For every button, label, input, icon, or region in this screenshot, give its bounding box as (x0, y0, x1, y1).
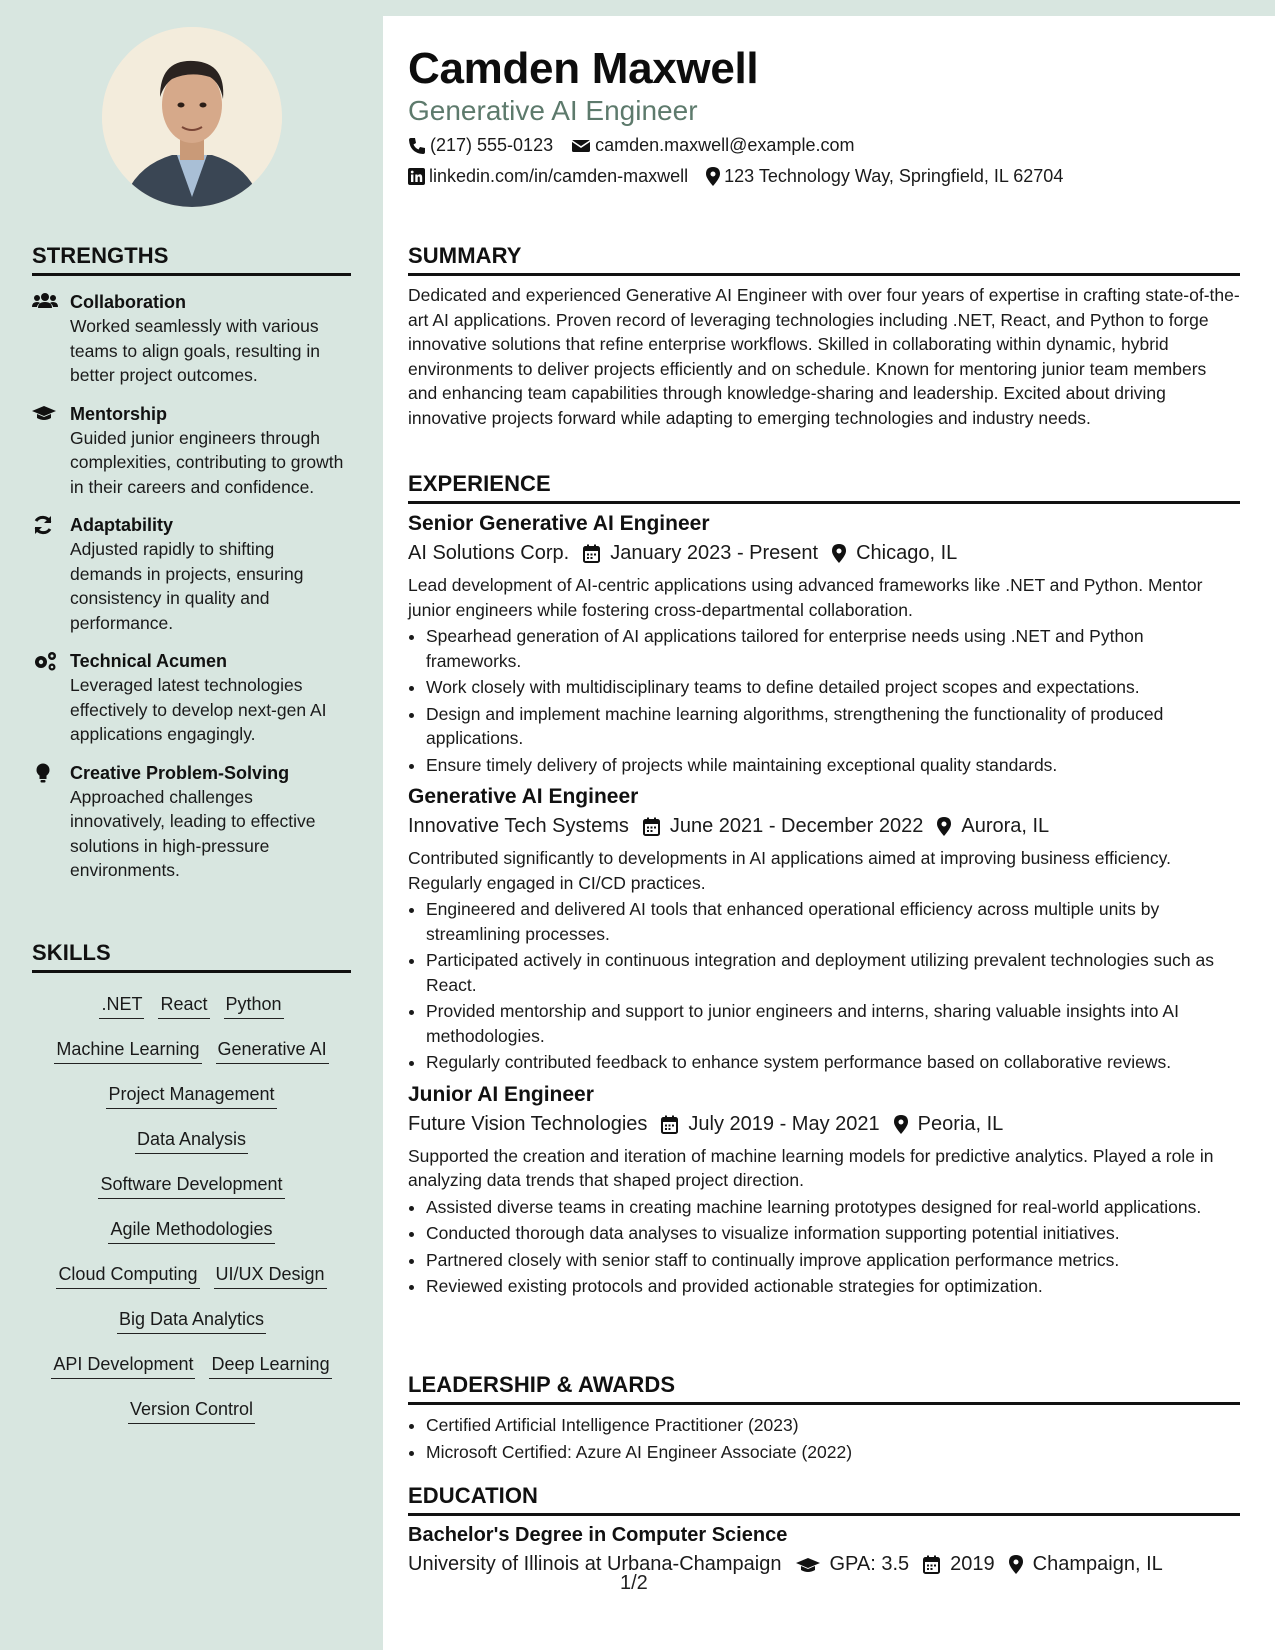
strength-title: Creative Problem-Solving (70, 762, 290, 783)
job-description: Supported the creation and iteration of machine learning models for predictive analytics. Played a role in analyzing data trends that shaped project direction. (408, 1145, 1214, 1190)
job-entry (408, 512, 1240, 777)
strength-title: Mentorship (70, 403, 167, 424)
envelope-icon (571, 138, 591, 154)
graduation-cap-icon (796, 1555, 820, 1575)
skill-chip: Software Development (98, 1173, 284, 1199)
skills-list (32, 983, 351, 1433)
job-title: Senior Generative AI Engineer (408, 512, 710, 535)
job-entry (408, 1083, 1240, 1299)
job-bullet: • Ensure timely delivery of projects while maintaining exceptional quality standards. (426, 753, 1240, 778)
job-bullet: • Engineered and delivered AI tools that enhanced operational efficiency across multiple units by streamlining processes. (426, 897, 1240, 946)
linkedin-icon (408, 168, 425, 185)
skill-chip: Cloud Computing (56, 1263, 199, 1289)
job-bullets (408, 624, 1240, 777)
skill-chip: UI/UX Design (214, 1263, 327, 1289)
job-description: Lead development of AI-centric applications using advanced frameworks like .NET and Python. Mentor junior engineers while fostering cross-departmental collaboration. (408, 575, 1203, 620)
education-title: EDUCATION (408, 1483, 1240, 1516)
phone-item (408, 135, 553, 156)
job-company: AI Solutions Corp. (408, 542, 570, 564)
linkedin-item[interactable] (408, 166, 688, 187)
email-item[interactable] (571, 135, 854, 156)
job-meta (408, 542, 1240, 565)
skill-chip: Big Data Analytics (117, 1308, 266, 1334)
strength-item (32, 402, 351, 500)
strength-title: Collaboration (70, 292, 186, 312)
award-item: • Microsoft Certified: Azure AI Engineer Associate (2022) (426, 1440, 1240, 1465)
award-item: • Certified Artificial Intelligence Practitioner (2023) (426, 1413, 1240, 1438)
map-pin-icon (706, 167, 720, 186)
skill-chip: Version Control (128, 1398, 255, 1424)
job-bullet: • Regularly contributed feedback to enhance system performance based on collaborative reviews. (426, 1050, 1240, 1075)
job-bullet: • Spearhead generation of AI applications tailored for enterprise needs using .NET and Python frameworks. (426, 624, 1240, 673)
job-bullets (408, 897, 1240, 1075)
calendar-icon (583, 544, 600, 563)
map-pin-icon (937, 817, 951, 836)
phone-text: (217) 555-0123 (430, 135, 554, 155)
skill-chip: .NET (99, 993, 144, 1019)
gears-icon (32, 649, 70, 747)
skill-chip: API Development (51, 1353, 195, 1379)
job-meta (408, 815, 1240, 838)
candidate-role: Generative AI Engineer (408, 95, 698, 126)
strength-desc: Guided junior engineers through complexities, contributing to growth in their careers and confidence. (70, 427, 344, 497)
school-name: University of Illinois at Urbana-Champaign (408, 1553, 782, 1575)
job-bullet: • Partnered closely with senior staff to continually improve application performance metrics. (426, 1248, 1240, 1273)
job-title: Junior AI Engineer (408, 1082, 594, 1106)
degree-title: Bachelor's Degree in Computer Science (408, 1524, 788, 1546)
job-title: Generative AI Engineer (408, 785, 639, 808)
job-bullet: • Work closely with multidisciplinary teams to define detailed project scopes and expectations. (426, 675, 1240, 700)
job-entry (408, 785, 1240, 1075)
strength-item (32, 761, 351, 883)
map-pin-icon (832, 544, 846, 563)
job-location: Chicago, IL (856, 542, 958, 564)
experience-section (408, 471, 1240, 1301)
users-icon (32, 290, 70, 388)
skill-chip: Agile Methodologies (108, 1218, 274, 1244)
strength-item (32, 513, 351, 635)
strengths-title: STRENGTHS (32, 243, 351, 276)
job-bullet: • Participated actively in continuous integration and deployment utilizing prevalent technologies such as React. (426, 948, 1240, 997)
contact-row-2 (408, 166, 1081, 187)
skills-title: SKILLS (32, 940, 351, 973)
strength-desc: Leveraged latest technologies effectively to develop next-gen AI applications engagingly. (70, 675, 327, 744)
awards-list (408, 1413, 1240, 1464)
skill-chip: Deep Learning (209, 1353, 331, 1379)
calendar-icon (643, 817, 660, 836)
graduation-year: 2019 (950, 1553, 995, 1575)
school-location: Champaign, IL (1032, 1553, 1163, 1575)
skill-chip: Machine Learning (54, 1038, 201, 1064)
skill-chip: Data Analysis (135, 1128, 248, 1154)
profile-photo (102, 27, 282, 207)
awards-section (408, 1372, 1240, 1466)
job-bullet: • Reviewed existing protocols and provided actionable strategies for optimization. (426, 1274, 1240, 1299)
job-description: Contributed significantly to developments in AI applications aimed at improving business efficiency. Regularly engaged in CI/CD practices. (408, 848, 1171, 893)
education-meta (408, 1553, 1240, 1576)
job-company: Innovative Tech Systems (408, 815, 629, 837)
gpa-text: GPA: 3.5 (829, 1553, 910, 1575)
refresh-icon (32, 513, 70, 635)
strength-desc: Adjusted rapidly to shifting demands in projects, ensuring consistency in quality and performance. (70, 539, 304, 633)
map-pin-icon (894, 1115, 908, 1134)
job-company: Future Vision Technologies (408, 1112, 648, 1135)
experience-title: EXPERIENCE (408, 471, 1240, 504)
candidate-name: Camden Maxwell (408, 44, 759, 93)
awards-title: LEADERSHIP & AWARDS (408, 1372, 1240, 1405)
job-bullets (408, 1195, 1240, 1299)
email-text[interactable]: camden.maxwell@example.com (595, 135, 855, 155)
contact-row-1 (408, 135, 872, 156)
strength-item (32, 649, 351, 747)
job-location: Aurora, IL (961, 815, 1050, 837)
job-bullet: • Provided mentorship and support to junior engineers and interns, sharing valuable insights into AI methodologies. (426, 999, 1240, 1048)
phone-icon (408, 137, 426, 155)
address-item (706, 166, 1063, 187)
job-dates: January 2023 - Present (610, 542, 819, 564)
skills-section (32, 940, 351, 1433)
strengths-section (32, 243, 351, 883)
job-meta (408, 1113, 1240, 1136)
job-location: Peoria, IL (917, 1112, 1004, 1135)
skill-chip: Generative AI (216, 1038, 329, 1064)
skill-chip: Python (224, 993, 284, 1019)
strength-title: Technical Acumen (70, 651, 228, 671)
job-dates: June 2021 - December 2022 (669, 815, 924, 837)
skill-chip: React (158, 993, 209, 1019)
strength-desc: Approached challenges innovatively, leading to effective solutions in high-pressure environments. (70, 786, 316, 880)
job-bullet: • Assisted diverse teams in creating machine learning prototypes designed for real-world applications. (426, 1195, 1240, 1220)
linkedin-text[interactable]: linkedin.com/in/camden-maxwell (429, 166, 689, 186)
graduation-cap-icon (32, 402, 70, 500)
strength-title: Adaptability (70, 515, 174, 535)
address-text: 123 Technology Way, Springfield, IL 62704 (724, 166, 1064, 186)
skill-chip: Project Management (106, 1083, 276, 1109)
job-bullet: • Conducted thorough data analyses to visualize information supporting potential initiatives. (426, 1221, 1240, 1246)
summary-text: Dedicated and experienced Generative AI Engineer with over four years of expertise in crafting state-of-the-art AI applications. Proven record of leveraging technologies including .NET, React, and Python to forge innovative solutions that refine enterprise workflows. Skilled in collaborating within dynamic, hybrid environments to deliver projects efficiently and on schedule. Known for mentoring junior team members and enhancing team capabilities through knowledge-sharing and leadership. Excited about driving innovative projects forward while adapting to emerging technologies and industry needs. (408, 285, 1240, 428)
sidebar (0, 0, 383, 1650)
job-bullet: • Design and implement machine learning algorithms, strengthening the functionality of produced applications. (426, 702, 1240, 751)
calendar-icon (923, 1555, 940, 1574)
strength-item (32, 290, 351, 388)
map-pin-icon (1009, 1555, 1023, 1574)
summary-section (408, 243, 1240, 430)
lightbulb-icon (32, 761, 70, 883)
calendar-icon (661, 1115, 678, 1134)
job-dates: July 2019 - May 2021 (688, 1112, 880, 1135)
strength-desc: Worked seamlessly with various teams to align goals, resulting in better project outcomes. (70, 316, 320, 385)
education-section (408, 1483, 1240, 1576)
page-number: 1/2 (620, 1572, 648, 1594)
summary-title: SUMMARY (408, 243, 1240, 276)
